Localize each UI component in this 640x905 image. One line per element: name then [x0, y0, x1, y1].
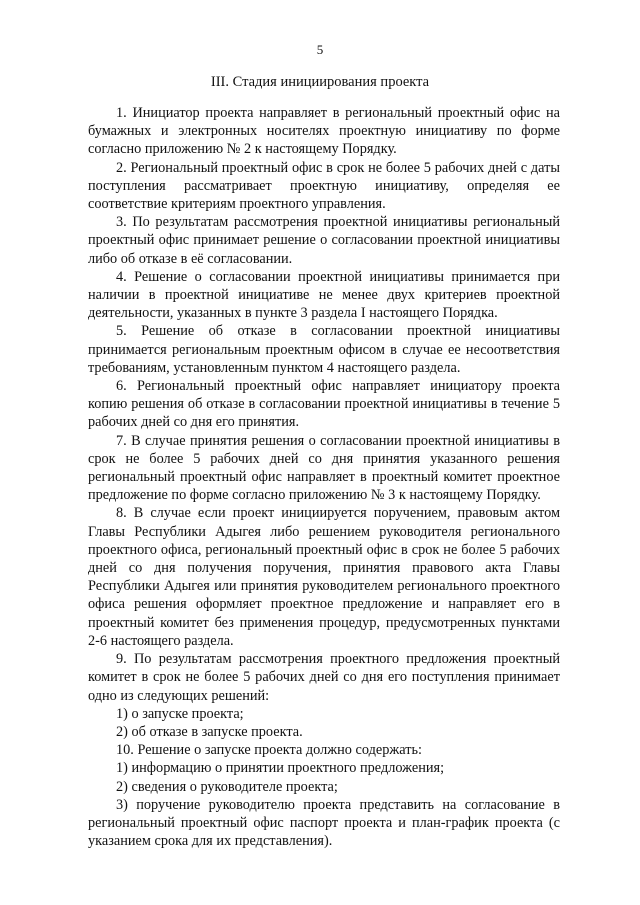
section-title: III. Стадия инициирования проекта	[210, 74, 430, 90]
page-number: 5	[316, 42, 324, 57]
paragraph: 8. В случае если проект инициируется поручением, правовым актом Главы Республики Адыгея либо решением руководителя регионального проектного офиса, региональный проектный офис в срок не более 5 рабочих дней со дня получения поручения, принятия правового акта Главы Республики Адыгея или принятия руководителем регионального проектного офиса решения оформляет проектное предложение и направляет его в проектный комитет без применения процедур, предусмотренных пунктами 2-6 настоящего раздела.	[88, 505, 560, 649]
paragraph: 2. Региональный проектный офис в срок не более 5 рабочих дней с даты поступления рассматривает проектную инициативу, определяя ее соответствие критериям проектного управления.	[88, 159, 560, 213]
list-item: 2) сведения о руководителе проекта;	[116, 778, 338, 795]
paragraph: 9. По результатам рассмотрения проектного предложения проектный комитет в срок не более 5 рабочих дней со дня его поступления принимает одно из следующих решений:	[88, 651, 560, 704]
paragraph: 5. Решение об отказе в согласовании проектной инициативы принимается региональным проектным офисом в случае ее несоответствия требованиям, установленным пунктом 4 настоящего раздела.	[88, 323, 560, 376]
list-item: 3) поручение руководителю проекта представить на согласование в региональный проектный офис паспорт проекта и план-график проекта (с указанием срока для их представления).	[88, 796, 560, 850]
paragraph: 7. В случае принятия решения о согласовании проектной инициативы в срок не более 5 рабочих дней со дня принятия указанного решения региональный проектный офис направляет в проектный комитет проектное предложение по форме согласно приложению № 3 к настоящему Порядку.	[88, 432, 560, 504]
paragraph: 3. По результатам рассмотрения проектной инициативы региональный проектный офис принимает решение о согласовании проектной инициативы либо об отказе в её согласовании.	[88, 214, 560, 267]
list-item: 1) о запуске проекта;	[116, 705, 244, 722]
paragraph: 4. Решение о согласовании проектной инициативы принимается при наличии в проектной инициативе не менее двух критериев проектной деятельности, указанных в пункте 3 раздела I настоящего Порядка.	[88, 268, 560, 322]
paragraph: 10. Решение о запуске проекта должно содержать:	[116, 742, 422, 759]
paragraph: 1. Инициатор проекта направляет в региональный проектный офис на бумажных и электронных носителях проектную инициативу по форме согласно приложению № 2 к настоящему Порядку.	[88, 105, 560, 158]
body-text	[88, 104, 560, 850]
list-item: 1) информацию о принятии проектного предложения;	[116, 760, 445, 777]
list-item: 2) об отказе в запуске проекта.	[116, 723, 303, 740]
paragraph: 6. Региональный проектный офис направляет инициатору проекта копию решения об отказе в согласовании проектной инициативы в течение 5 рабочих дней со дня его принятия.	[88, 378, 560, 431]
